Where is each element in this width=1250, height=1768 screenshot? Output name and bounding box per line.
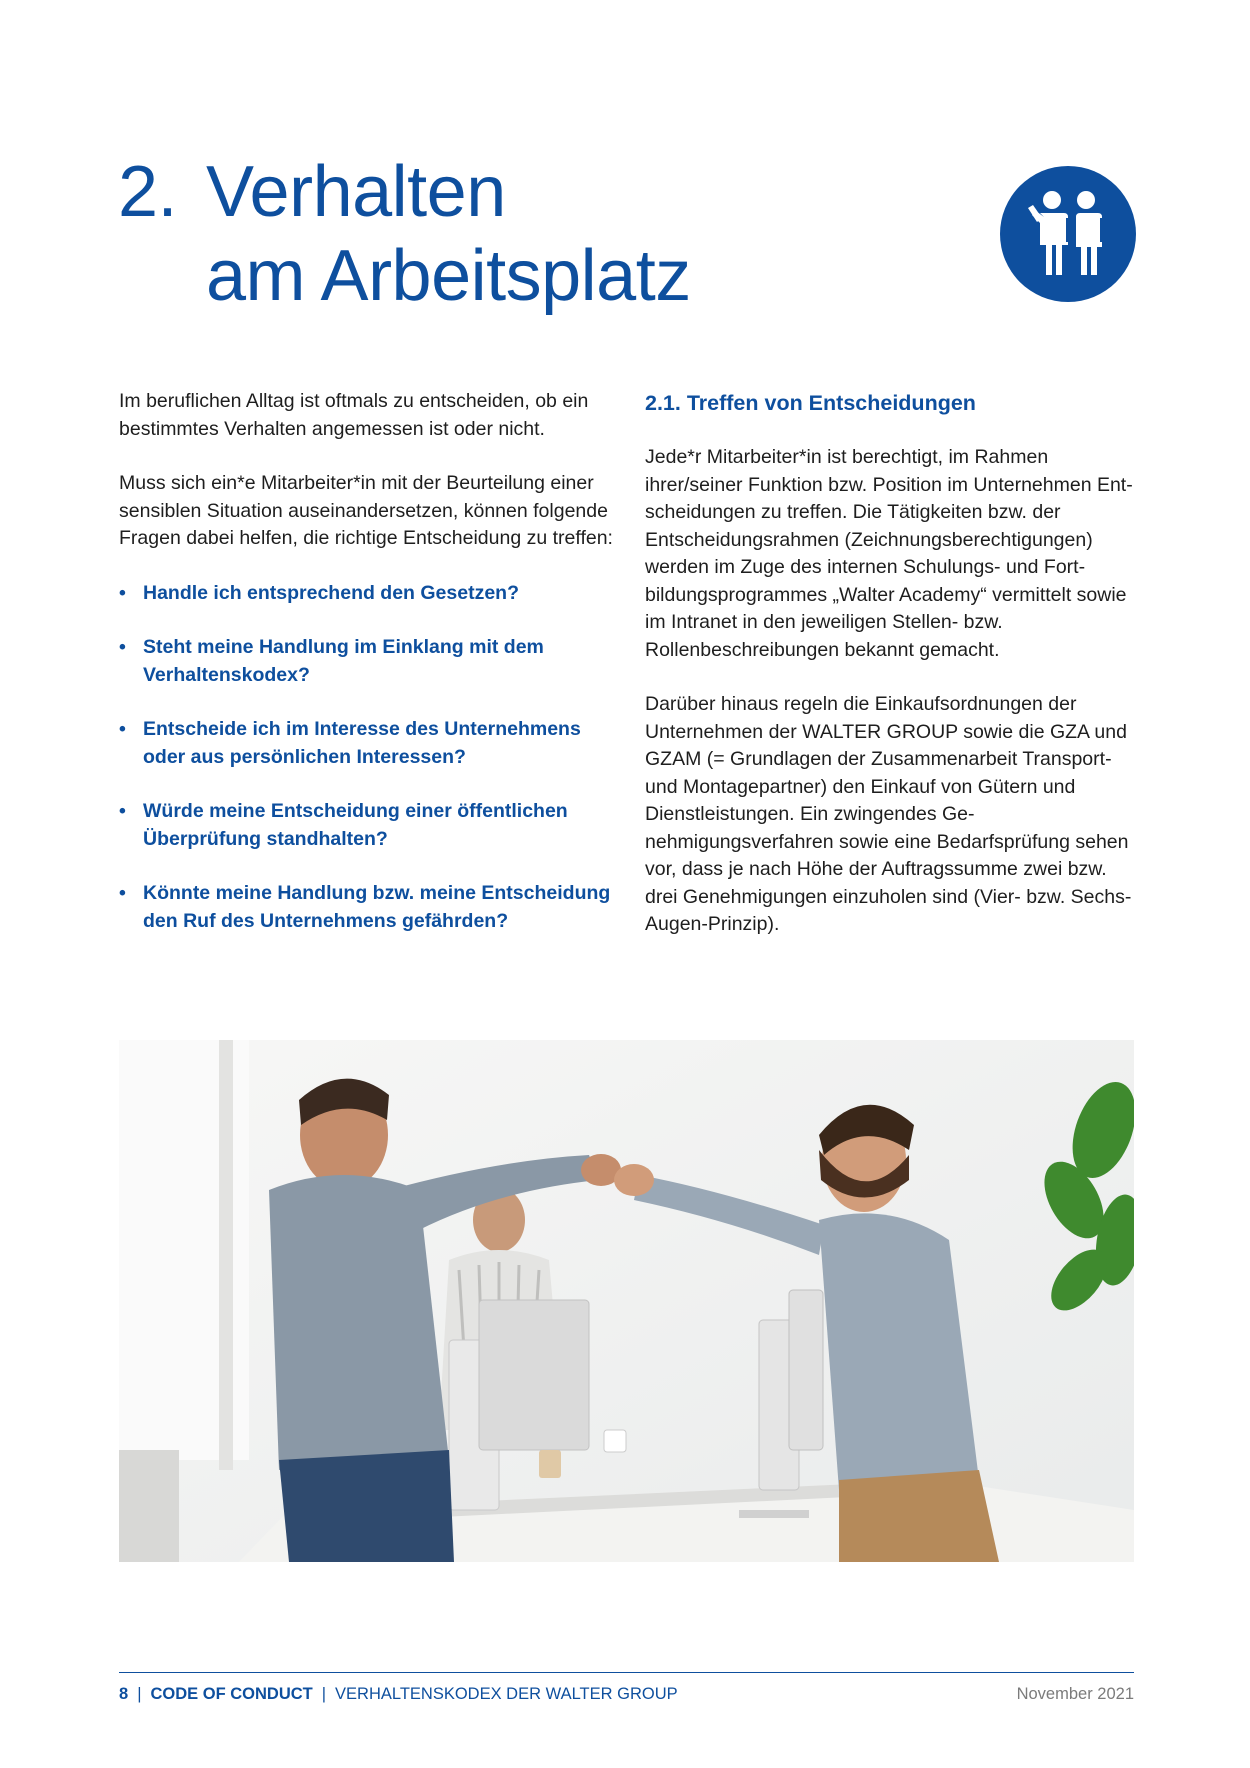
question-item: • Könnte meine Handlung bzw. meine Entscheidung den Ruf des Unternehmens gefährden? xyxy=(119,880,619,935)
question-item: • Entscheide ich im Interesse des Unternehmens oder aus persönlichen Interessen? xyxy=(119,716,619,771)
right-column xyxy=(645,388,1135,939)
document-subtitle: VERHALTENSKODEX DER WALTER GROUP xyxy=(335,1685,678,1703)
question-item: • Steht meine Handlung im Einklang mit dem Verhaltenskodex? xyxy=(119,634,619,689)
chapter-number: 2. xyxy=(118,152,178,232)
question-item: • Handle ich entsprechend den Gesetzen? xyxy=(119,580,619,608)
page-title xyxy=(118,150,691,318)
footer-separator: | xyxy=(321,1685,327,1703)
left-column xyxy=(119,388,619,962)
section-heading: 2.1. Treffen von Entscheidungen xyxy=(645,391,976,415)
title-line-1: Verhalten xyxy=(206,152,506,232)
intro-paragraph: Im beruflichen Alltag ist oftmals zu entscheiden, ob ein bestimmtes Verhalten angemessen ist oder nicht. xyxy=(119,390,589,440)
question-list xyxy=(119,580,619,936)
footer-separator: | xyxy=(137,1685,142,1703)
title-line-2: am Arbeitsplatz xyxy=(206,236,691,316)
procurement-paragraph: Darüber hinaus regeln die Einkaufsordnungen der Unternehmen der WALTER GROUP sowie die GZA und GZAM (= Grundlagen der Zusammenarbeit Transport- und Montagepartner) den Einkauf von Gütern und Dienstleistungen. Ein zwingendes Genehmigungsverfahren sowie eine Bedarfsprüfung sehen vor, dass je nach Höhe der Auftragssumme zwei bzw. drei Genehmigungen einzuholen sind (Vier- bzw. Sechs-Augen-Prinzip). xyxy=(645,693,1132,935)
footer-divider xyxy=(119,1672,1134,1673)
publication-date: November 2021 xyxy=(1016,1685,1134,1703)
page-number: 8 xyxy=(119,1685,129,1703)
decision-paragraph: Jede*r Mitarbeiter*in ist berechtigt, im Rahmen ihrer/seiner Funktion bzw. Position im Unternehmen Entscheidungen zu treffen. Die Tätigkeiten bzw. der Entscheidungsrahmen (Zeichnungsberechtigungen) werden im Zuge des internen Schulungs- und Fortbildungsprogrammes „Walter Academy“ vermittelt sowie im Intranet in den jeweiligen Stellen- bzw. Rollenbeschreibungen bekannt gemacht. xyxy=(645,446,1133,661)
document-title: CODE OF CONDUCT xyxy=(150,1685,313,1703)
question-item: • Würde meine Entscheidung einer öffentlichen Überprüfung standhalten? xyxy=(119,798,619,853)
two-people-icon xyxy=(1000,166,1136,302)
office-photo xyxy=(119,1040,1134,1562)
guidance-paragraph: Muss sich ein*e Mitarbeiter*in mit der Beurteilung einer sensiblen Situation auseinandersetzen, können folgende Fragen dabei helfen, die richtige Entscheidung zu treffen: xyxy=(119,472,613,549)
page-footer xyxy=(119,1682,1134,1706)
